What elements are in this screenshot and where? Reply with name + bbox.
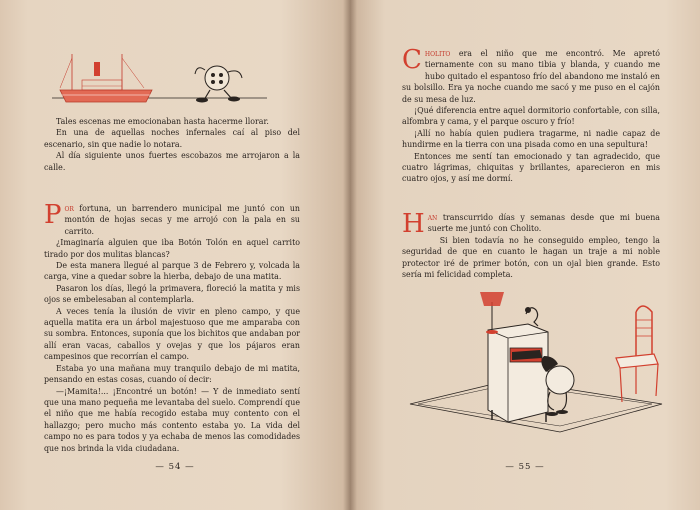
dropcap-smallcaps: an <box>427 213 438 222</box>
dropcap-paragraph <box>402 45 660 105</box>
dropcap-paragraph <box>402 209 661 239</box>
body-paragraph: —¡Mamita!... ¡Encontré un botón! — Y de inmediato sentí que una mano pequeña me levantaba del suelo. Comprendí que el niño que me había recogido estaba muy contento con el hallazgo; pero mucho más contento estaba yo. La vida del campo no es para todos y ya echaba de menos las comodidades que nos brinda la vida ciudadana. <box>44 386 300 453</box>
left-intro-paragraph: Al día siguiente unos fuertes escobazos me arrojaron a la calle. <box>44 151 300 172</box>
body-paragraph: Entonces me sentí tan emocionado y tan agradecido, que cuatro lágrimas, chiquitas y brillantes, aparecieron en mis cuatro ojos, y así me dormí. <box>402 151 660 184</box>
body-paragraph: ¡Qué diferencia entre aquel dormitorio confortable, con silla, alfombra y cama, y el parque oscuro y frío! <box>402 106 660 127</box>
page-number-left: — 54 — <box>155 462 195 472</box>
dropcap-paragraph-text: era el niño que me encontró. Me apretó tiernamente con su mano tibia y blanda, y cuando me hubo quitado el espantoso frío del abandono me instaló en su bolsillo. Era ya noche cuando me sacó y me puso en el cajón de su mesa de luz. <box>402 49 660 104</box>
bedroom-illustration <box>400 292 700 452</box>
body-paragraph: A veces tenía la ilusión de vivir en pleno campo, y que aquella matita era un árbol majestuoso que me amparaba con su sombra. Entonces, suponía que los bichitos que andaban por allí eran vacas, caballos y ovejas y que los pájaros eran campesinos que recorrían el campo. <box>44 306 300 362</box>
body-paragraph: Estaba yo una mañana muy tranquilo debajo de mi matita, pensando en estas cosas, cuando oí decir: <box>44 363 300 385</box>
page-number-right: — 55 — <box>505 462 545 472</box>
body-paragraph: Si bien todavía no he conseguido empleo, tengo la seguridad de que en cuanto le hagan un traje a mi noble protector iré de primer botón, con un ojal bien grande. Esto sería mi felicidad completa. <box>402 235 660 280</box>
dropcap-letter: H <box>402 209 425 239</box>
right-upper-text <box>402 45 660 185</box>
dropcap-smallcaps: or <box>64 204 74 213</box>
left-main-text <box>44 200 300 454</box>
body-paragraph: De esta manera llegué al parque 3 de Febrero y, volcada la carga, vine a quedar sobre la hierba, debajo de una matita. <box>44 261 300 282</box>
left-intro-paragraph: En una de aquellas noches infernales caí al piso del escenario, sin que nadie lo notara. <box>44 128 300 149</box>
dropcap-smallcaps: holito <box>424 49 451 58</box>
body-paragraph: Pasaron los días, llegó la primavera, floreció la matita y mis ojos se embelesaban al contemplarla. <box>44 283 300 305</box>
body-paragraph: ¿Imaginaría alguien que iba Botón Tolón en aquel carrito tirado por dos mulitas blancas? <box>44 238 300 259</box>
right-lower-text <box>402 209 661 280</box>
dropcap-paragraph-text: transcurrido días y semanas desde que mi buena suerte me juntó con Cholito. <box>427 213 661 234</box>
dropcap-paragraph <box>44 200 300 237</box>
body-paragraph: ¡Allí no había quien pudiera tragarme, ni nadie capaz de hundirme en la tierra con una pisada como en una sepultura! <box>402 128 660 150</box>
dropcap-letter: C <box>402 45 422 75</box>
dropcap-paragraph-text: fortuna, un barrendero municipal me juntó con un montón de hojas secas y me arrojó con la pala en su carrito. <box>64 204 300 236</box>
ship-illustration <box>52 52 267 110</box>
right-page <box>350 0 700 510</box>
book-gutter <box>343 0 357 510</box>
dropcap-letter: P <box>44 200 62 230</box>
left-intro-text <box>44 116 300 173</box>
left-intro-paragraph: Tales escenas me emocionaban hasta hacerme llorar. <box>56 117 269 126</box>
